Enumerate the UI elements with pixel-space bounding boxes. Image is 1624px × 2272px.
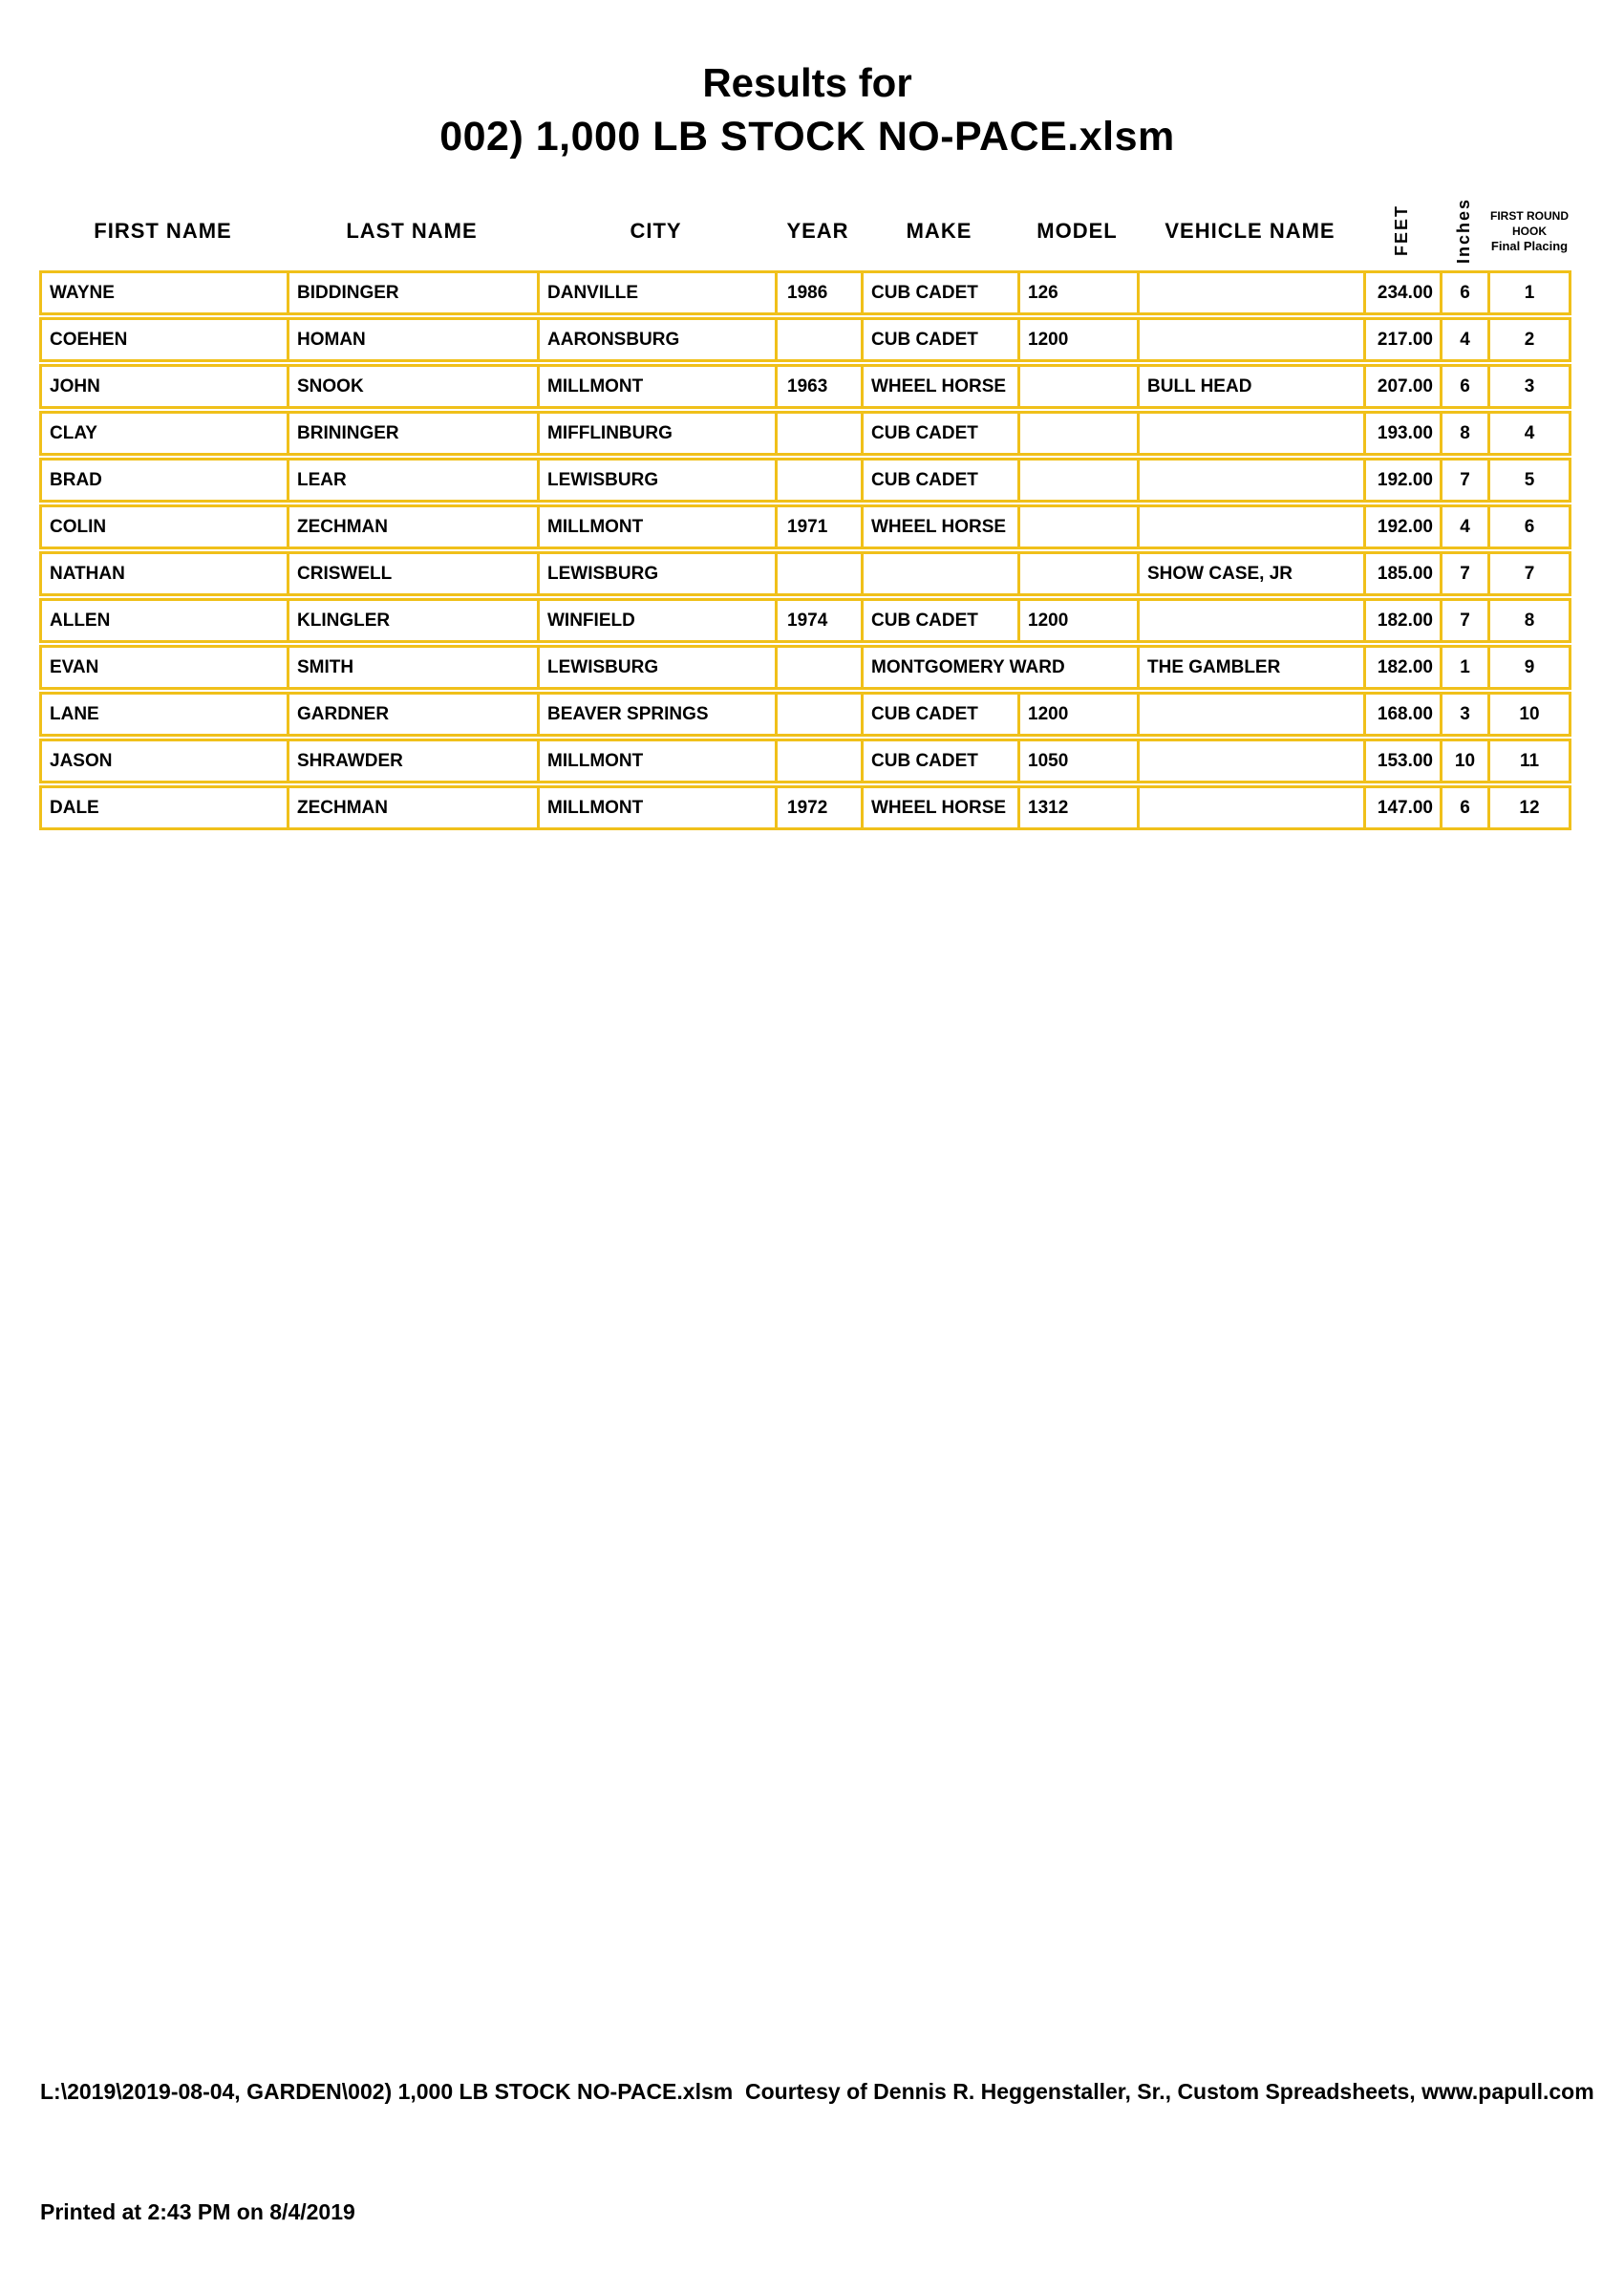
cell-final-placing: 11 bbox=[1519, 750, 1540, 771]
cell-vehicle-name bbox=[1140, 320, 1366, 359]
cell-first-name: CLAY bbox=[42, 414, 289, 453]
cell-year: 1974 bbox=[778, 601, 864, 640]
table-row bbox=[39, 692, 1571, 737]
cell-make: WHEEL HORSE bbox=[864, 788, 1020, 827]
table-row bbox=[39, 364, 1571, 409]
cell-first-name: DALE bbox=[42, 788, 289, 827]
cell-year bbox=[778, 741, 864, 781]
results-table bbox=[39, 270, 1571, 832]
cell-final-placing: 9 bbox=[1524, 656, 1535, 677]
cell-model: 1200 bbox=[1020, 601, 1140, 640]
cell-final-placing: 12 bbox=[1519, 797, 1540, 818]
cell-year: 1972 bbox=[778, 788, 864, 827]
cell-inches: 7 bbox=[1442, 461, 1490, 500]
header-year: YEAR bbox=[786, 218, 849, 243]
cell-final-placing: 3 bbox=[1524, 375, 1535, 397]
cell-last-name: GARDNER bbox=[289, 695, 540, 734]
cell-last-name: CRISWELL bbox=[289, 554, 540, 593]
header-inches bbox=[1440, 191, 1487, 270]
cell-city: WINFIELD bbox=[540, 601, 778, 640]
header-final-line1: FIRST ROUND bbox=[1490, 208, 1569, 223]
cell-city: MILLMONT bbox=[540, 507, 778, 547]
cell-last-name: SHRAWDER bbox=[289, 741, 540, 781]
cell-model: 1200 bbox=[1020, 695, 1140, 734]
cell-city: AARONSBURG bbox=[540, 320, 778, 359]
cell-vehicle-name: SHOW CASE, JR bbox=[1140, 554, 1366, 593]
cell-inches: 7 bbox=[1442, 601, 1490, 640]
header-final-line2: HOOK bbox=[1512, 224, 1547, 238]
cell-year bbox=[778, 461, 864, 500]
cell-feet: 192.00 bbox=[1366, 461, 1442, 500]
cell-first-name: JOHN bbox=[42, 367, 289, 406]
cell-city: LEWISBURG bbox=[540, 554, 778, 593]
cell-inches: 4 bbox=[1442, 507, 1490, 547]
cell-model bbox=[1020, 554, 1140, 593]
title-line-2: 002) 1,000 LB STOCK NO-PACE.xlsm bbox=[439, 114, 1175, 160]
cell-year bbox=[778, 320, 864, 359]
cell-city: MILLMONT bbox=[540, 741, 778, 781]
table-row bbox=[39, 504, 1571, 549]
cell-city: MILLMONT bbox=[540, 367, 778, 406]
cell-year: 1963 bbox=[778, 367, 864, 406]
table-row bbox=[39, 411, 1571, 456]
table-row bbox=[39, 785, 1571, 830]
cell-vehicle-name bbox=[1140, 741, 1366, 781]
cell-feet: 207.00 bbox=[1366, 367, 1442, 406]
cell-city: LEWISBURG bbox=[540, 461, 778, 500]
table-row bbox=[39, 551, 1571, 596]
cell-vehicle-name bbox=[1140, 788, 1366, 827]
cell-model: 126 bbox=[1020, 273, 1140, 312]
cell-inches: 6 bbox=[1442, 788, 1490, 827]
cell-feet: 217.00 bbox=[1366, 320, 1442, 359]
cell-make: CUB CADET bbox=[864, 273, 1020, 312]
table-row bbox=[39, 645, 1571, 690]
cell-year bbox=[778, 648, 864, 687]
cell-inches: 4 bbox=[1442, 320, 1490, 359]
cell-final-placing: 8 bbox=[1524, 610, 1535, 631]
cell-inches: 6 bbox=[1442, 273, 1490, 312]
cell-final-placing: 4 bbox=[1524, 422, 1535, 443]
header-last-name: LAST NAME bbox=[346, 218, 478, 243]
cell-city: MIFFLINBURG bbox=[540, 414, 778, 453]
cell-feet: 192.00 bbox=[1366, 507, 1442, 547]
cell-first-name: COEHEN bbox=[42, 320, 289, 359]
cell-city: DANVILLE bbox=[540, 273, 778, 312]
table-row bbox=[39, 739, 1571, 783]
cell-last-name: HOMAN bbox=[289, 320, 540, 359]
cell-year bbox=[778, 554, 864, 593]
cell-make: CUB CADET bbox=[864, 414, 1020, 453]
table-header-row bbox=[39, 191, 1571, 270]
cell-first-name: COLIN bbox=[42, 507, 289, 547]
cell-year: 1971 bbox=[778, 507, 864, 547]
cell-make: CUB CADET bbox=[864, 601, 1020, 640]
cell-model bbox=[1020, 367, 1140, 406]
header-city: CITY bbox=[630, 218, 682, 243]
header-inches-label: Inches bbox=[1453, 197, 1473, 265]
cell-last-name: SNOOK bbox=[289, 367, 540, 406]
cell-vehicle-name: BULL HEAD bbox=[1140, 367, 1366, 406]
cell-feet: 182.00 bbox=[1366, 648, 1442, 687]
cell-make: CUB CADET bbox=[864, 695, 1020, 734]
table-row bbox=[39, 270, 1571, 315]
cell-vehicle-name bbox=[1140, 601, 1366, 640]
header-make: MAKE bbox=[906, 218, 972, 243]
cell-first-name: BRAD bbox=[42, 461, 289, 500]
cell-inches: 6 bbox=[1442, 367, 1490, 406]
cell-last-name: ZECHMAN bbox=[289, 507, 540, 547]
cell-vehicle-name bbox=[1140, 695, 1366, 734]
page-title bbox=[0, 57, 1614, 164]
header-final-placing bbox=[1487, 191, 1571, 270]
cell-vehicle-name bbox=[1140, 273, 1366, 312]
cell-final-placing: 6 bbox=[1524, 516, 1535, 537]
cell-first-name: JASON bbox=[42, 741, 289, 781]
header-final-line3: Final Placing bbox=[1490, 238, 1569, 253]
cell-feet: 168.00 bbox=[1366, 695, 1442, 734]
cell-first-name: LANE bbox=[42, 695, 289, 734]
cell-make: WHEEL HORSE bbox=[864, 507, 1020, 547]
header-feet-label: FEET bbox=[1391, 204, 1411, 257]
cell-vehicle-name: THE GAMBLER bbox=[1140, 648, 1366, 687]
cell-city: BEAVER SPRINGS bbox=[540, 695, 778, 734]
cell-city: MILLMONT bbox=[540, 788, 778, 827]
cell-last-name: LEAR bbox=[289, 461, 540, 500]
cell-model: 1200 bbox=[1020, 320, 1140, 359]
cell-final-placing: 10 bbox=[1519, 703, 1540, 724]
cell-vehicle-name bbox=[1140, 507, 1366, 547]
cell-model: 1312 bbox=[1020, 788, 1140, 827]
header-first-name: FIRST NAME bbox=[94, 218, 232, 243]
cell-make: CUB CADET bbox=[864, 461, 1020, 500]
footer-file-path: L:\2019\2019-08-04, GARDEN\002) 1,000 LB STOCK NO-PACE.xlsm Courtesy of Dennis R. Heggenstaller, Sr., Custom Spreadsheets, www.papull.com bbox=[40, 2079, 1594, 2104]
cell-first-name: WAYNE bbox=[42, 273, 289, 312]
cell-model bbox=[1020, 461, 1140, 500]
cell-last-name: ZECHMAN bbox=[289, 788, 540, 827]
table-row bbox=[39, 598, 1571, 643]
cell-model bbox=[1020, 414, 1140, 453]
cell-inches: 7 bbox=[1442, 554, 1490, 593]
cell-feet: 193.00 bbox=[1366, 414, 1442, 453]
header-vehicle-name: VEHICLE NAME bbox=[1165, 218, 1336, 243]
cell-final-placing: 2 bbox=[1524, 329, 1535, 350]
header-model: MODEL bbox=[1036, 218, 1118, 243]
cell-last-name: BRININGER bbox=[289, 414, 540, 453]
title-line-1: Results for bbox=[702, 60, 912, 105]
cell-make bbox=[864, 554, 1020, 593]
cell-make: WHEEL HORSE bbox=[864, 367, 1020, 406]
cell-last-name: KLINGLER bbox=[289, 601, 540, 640]
cell-model: 1050 bbox=[1020, 741, 1140, 781]
cell-feet: 185.00 bbox=[1366, 554, 1442, 593]
cell-inches: 3 bbox=[1442, 695, 1490, 734]
cell-feet: 182.00 bbox=[1366, 601, 1442, 640]
cell-final-placing: 1 bbox=[1524, 282, 1535, 303]
cell-first-name: ALLEN bbox=[42, 601, 289, 640]
cell-last-name: BIDDINGER bbox=[289, 273, 540, 312]
cell-inches: 1 bbox=[1442, 648, 1490, 687]
cell-final-placing: 5 bbox=[1524, 469, 1535, 490]
table-row bbox=[39, 317, 1571, 362]
cell-first-name: EVAN bbox=[42, 648, 289, 687]
cell-inches: 8 bbox=[1442, 414, 1490, 453]
cell-year bbox=[778, 695, 864, 734]
cell-make: CUB CADET bbox=[864, 320, 1020, 359]
cell-feet: 234.00 bbox=[1366, 273, 1442, 312]
cell-year: 1986 bbox=[778, 273, 864, 312]
cell-feet: 153.00 bbox=[1366, 741, 1442, 781]
page-footer bbox=[40, 1991, 1594, 2272]
cell-make: CUB CADET bbox=[864, 741, 1020, 781]
header-feet bbox=[1363, 191, 1440, 270]
cell-first-name: NATHAN bbox=[42, 554, 289, 593]
table-row bbox=[39, 458, 1571, 503]
cell-model bbox=[1020, 507, 1140, 547]
cell-inches: 10 bbox=[1442, 741, 1490, 781]
cell-year bbox=[778, 414, 864, 453]
cell-vehicle-name bbox=[1140, 461, 1366, 500]
cell-last-name: SMITH bbox=[289, 648, 540, 687]
cell-final-placing: 7 bbox=[1524, 563, 1535, 584]
cell-feet: 147.00 bbox=[1366, 788, 1442, 827]
cell-make: MONTGOMERY WARD bbox=[864, 648, 1140, 687]
cell-city: LEWISBURG bbox=[540, 648, 778, 687]
cell-vehicle-name bbox=[1140, 414, 1366, 453]
footer-printed-at: Printed at 2:43 PM on 8/4/2019 bbox=[40, 2199, 355, 2224]
